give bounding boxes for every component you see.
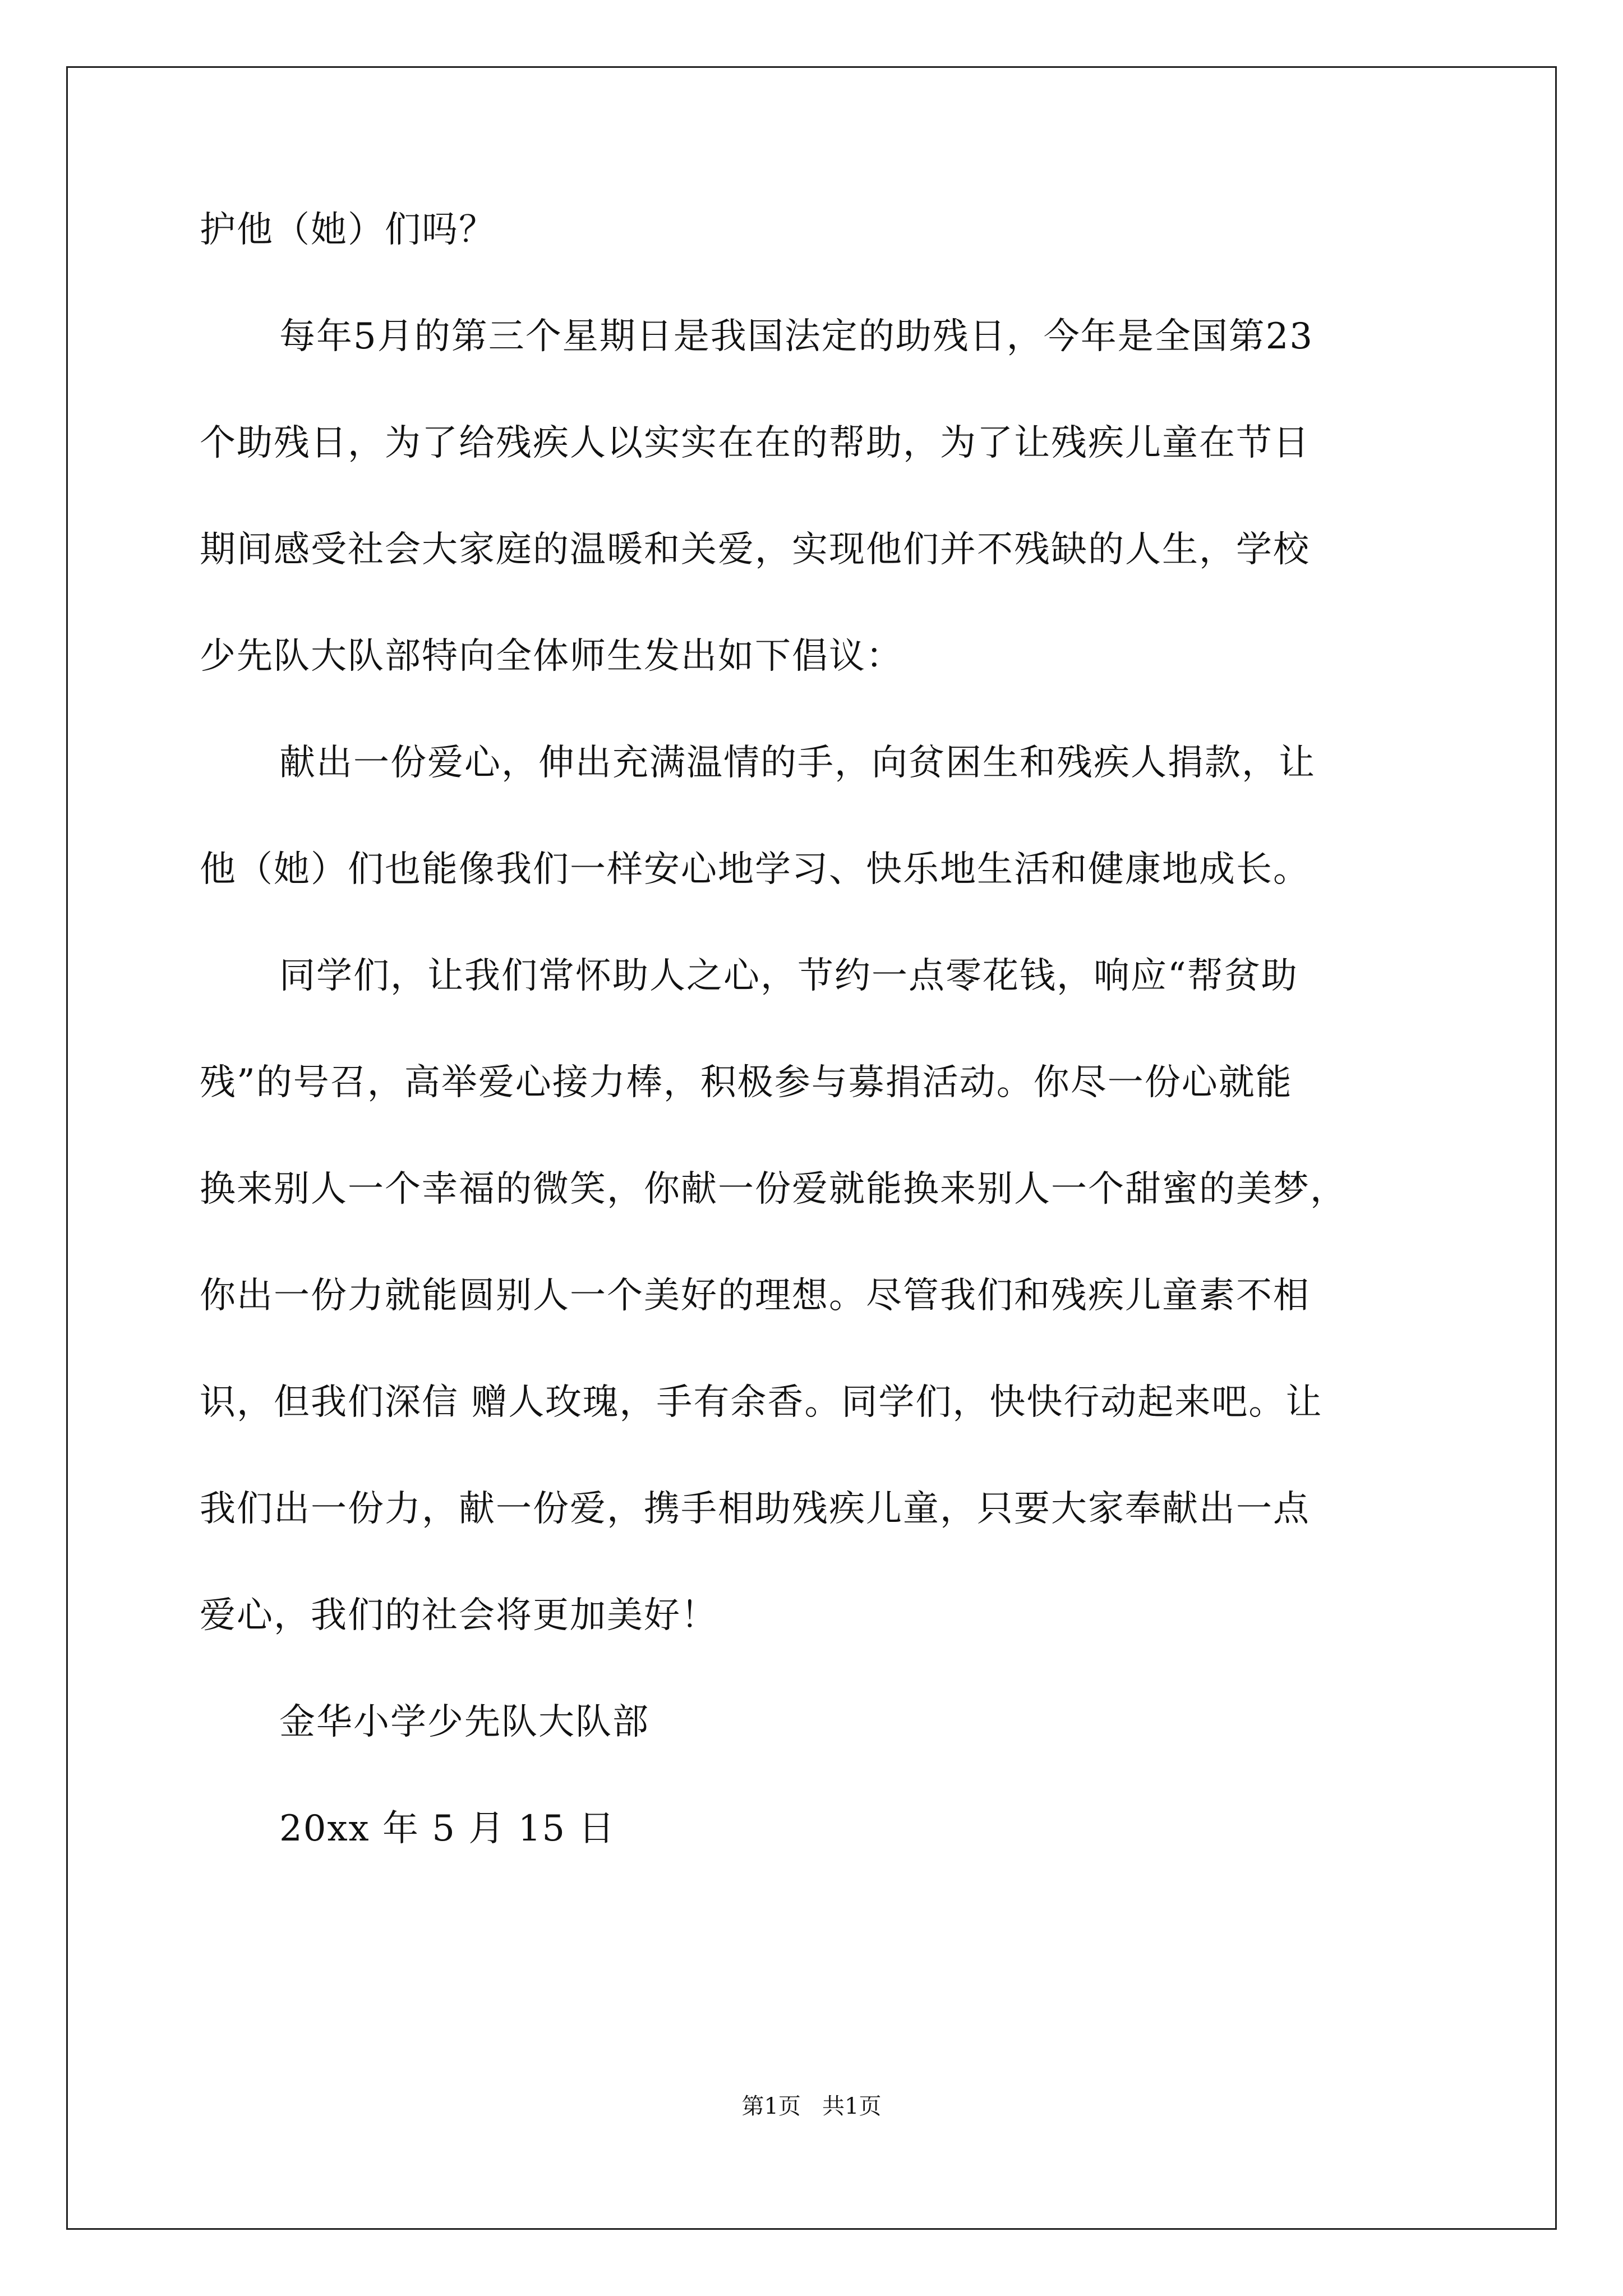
page-footer: 第1页 共1页 (741, 2093, 882, 2119)
text-line-3: 个助残日，为了给残疾人以实实在在的帮助，为了让残疾儿童在节日 (200, 422, 1310, 464)
signature: 金华小学少先队大队部 (279, 1701, 649, 1743)
text-line-7: 他（她）们也能像我们一样安心地学习、快乐地生活和健康地成长。 (200, 849, 1310, 890)
text-line-9: 残”的号召，高举爱心接力棒，积极参与募捐活动。你尽一份心就能 (200, 1062, 1293, 1103)
text-line-4: 期间感受社会大家庭的温暖和关爱，实现他们并不残缺的人生，学校 (200, 529, 1310, 570)
text-line-10: 换来别人一个幸福的微笑，你献一份爱就能换来别人一个甜蜜的美梦， (200, 1168, 1347, 1210)
date: 20xx 年 5 月 15 日 (279, 1808, 616, 1849)
text-line-14: 爱心，我们的社会将更加美好！ (200, 1595, 718, 1636)
text-line-1: 护他（她）们吗？ (200, 209, 496, 251)
page-border (66, 66, 1557, 2230)
text-line-13: 我们出一份力，献一份爱，携手相助残疾儿童，只要大家奉献出一点 (200, 1488, 1310, 1530)
text-line-11: 你出一份力就能圆别人一个美好的理想。尽管我们和残疾儿童素不相 (200, 1275, 1310, 1317)
text-line-5: 少先队大队部特向全体师生发出如下倡议： (200, 636, 903, 677)
text-line-6: 献出一份爱心，伸出充满温情的手，向贫困生和残疾人捐款，让 (279, 742, 1316, 784)
text-line-8: 同学们，让我们常怀助人之心，节约一点零花钱，响应“帮贫助 (279, 955, 1298, 997)
text-line-12: 识，但我们深信 赠人玫瑰，手有余香。同学们，快快行动起来吧。让 (200, 1382, 1323, 1423)
text-line-2: 每年5月的第三个星期日是我国法定的助残日，今年是全国第23 (279, 316, 1314, 357)
